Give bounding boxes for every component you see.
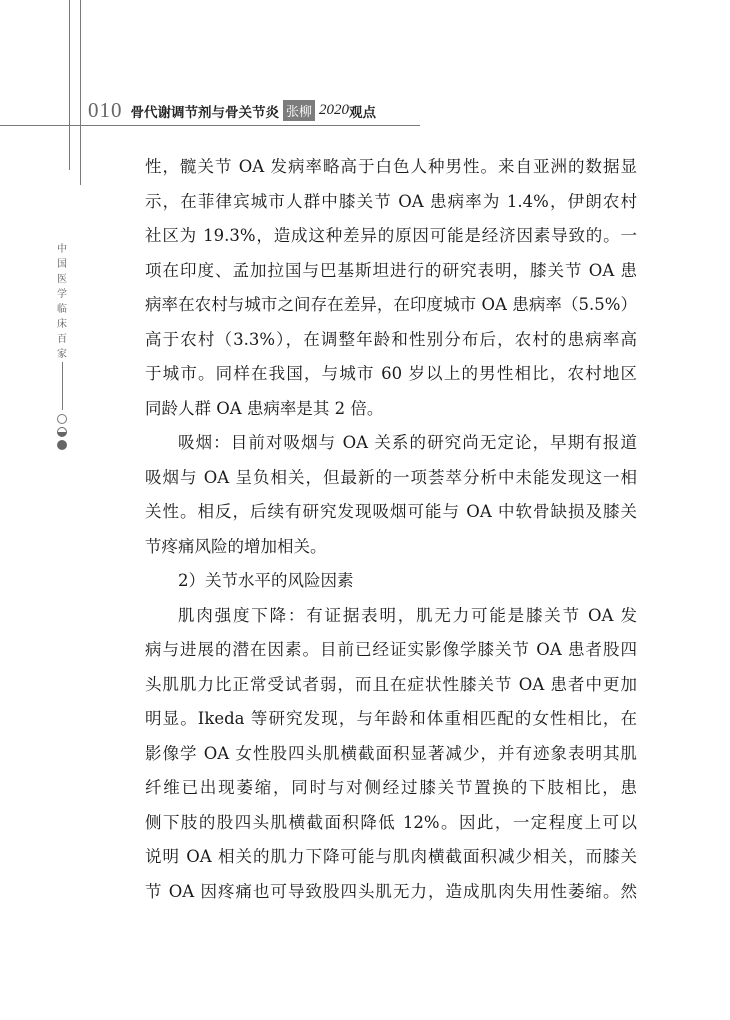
book-title: 骨代谢调节剂与骨关节炎 [130,104,279,121]
edition-year: 2020 [319,102,350,118]
text-line: 节疼痛风险的增加相关。 [145,536,327,556]
text-line: 项在印度、孟加拉国与巴基斯坦进行的研究表明，膝关节 OA 患 [145,260,637,280]
text-line: 高于农村（3.3%），在调整年龄和性别分布后，农村的患病率高 [145,329,637,349]
circle-empty-icon [57,414,67,424]
circle-half-icon [57,427,67,437]
side-char: 家 [57,349,67,360]
text-line: 性，髋关节 OA 发病率略高于白色人种男性。来自亚洲的数据显 [145,157,637,176]
page-number: 010 [88,98,123,122]
text-line: 影像学 OA 女性股四头肌横截面积显著减少，并有迹象表明其肌 [145,743,637,763]
text-line: 病与进展的潜在因素。目前已经证实影像学膝关节 OA 患者股四 [145,640,637,659]
text-line: 肌肉强度下降：有证据表明，肌无力可能是膝关节 OA 发 [178,605,637,625]
author-badge: 张柳 [283,100,315,121]
text-line: 侧下肢的股四头肌横截面积降低 12%。因此，一定程度上可以 [145,812,637,832]
text-line: 明显。Ikeda 等研究发现，与年龄和体重相匹配的女性相比，在 [145,709,637,728]
text-line: 病率在农村与城市之间存在差异，在印度城市 OA 患病率（5.5%） [145,295,637,314]
viewpoint-label: 观点 [349,104,377,121]
series-side-label [55,242,69,362]
side-char: 医 [57,274,67,285]
text-line: 于城市。同样在我国，与城市 60 岁以上的男性相比，农村地区 [145,364,637,383]
text-line: 纤维已出现萎缩，同时与对侧经过膝关节置换的下肢相比，患 [145,778,637,797]
text-line: 说明 OA 相关的肌力下降可能与肌肉横截面积减少相关，而膝关 [145,847,637,866]
text-line: 2）关节水平的风险因素 [178,571,354,590]
side-char: 国 [57,259,67,270]
running-header [88,98,376,123]
text-line: 头肌肌力比正常受试者弱，而且在症状性膝关节 OA 患者中更加 [145,674,637,694]
text-line: 吸烟与 OA 呈负相关，但最新的一项荟萃分析中未能发现这一相 [145,467,637,487]
header-rule [0,125,420,126]
text-line: 示，在菲律宾城市人群中膝关节 OA 患病率为 1.4%，伊朗农村 [145,191,637,211]
text-line: 关性。相反，后续有研究发现吸烟可能与 OA 中软骨缺损及膝关 [145,502,637,521]
body-text [145,150,637,909]
side-rule [62,362,63,410]
side-char: 中 [57,244,67,255]
side-char: 床 [57,319,67,330]
side-char: 百 [57,334,67,345]
text-line: 节 OA 因疼痛也可导致股四头肌无力，造成肌肉失用性萎缩。然 [145,881,637,901]
text-line: 吸烟：目前对吸烟与 OA 关系的研究尚无定论，早期有报道 [178,433,637,452]
circle-filled-icon [57,440,67,450]
vertical-rule-outer [69,0,70,170]
side-char: 临 [57,304,67,315]
text-line: 社区为 19.3%，造成这种差异的原因可能是经济因素导致的。一 [145,226,637,245]
text-line: 同龄人群 OA 患病率是其 2 倍。 [145,398,384,418]
side-char: 学 [57,289,67,300]
vertical-rule-inner [80,0,81,185]
